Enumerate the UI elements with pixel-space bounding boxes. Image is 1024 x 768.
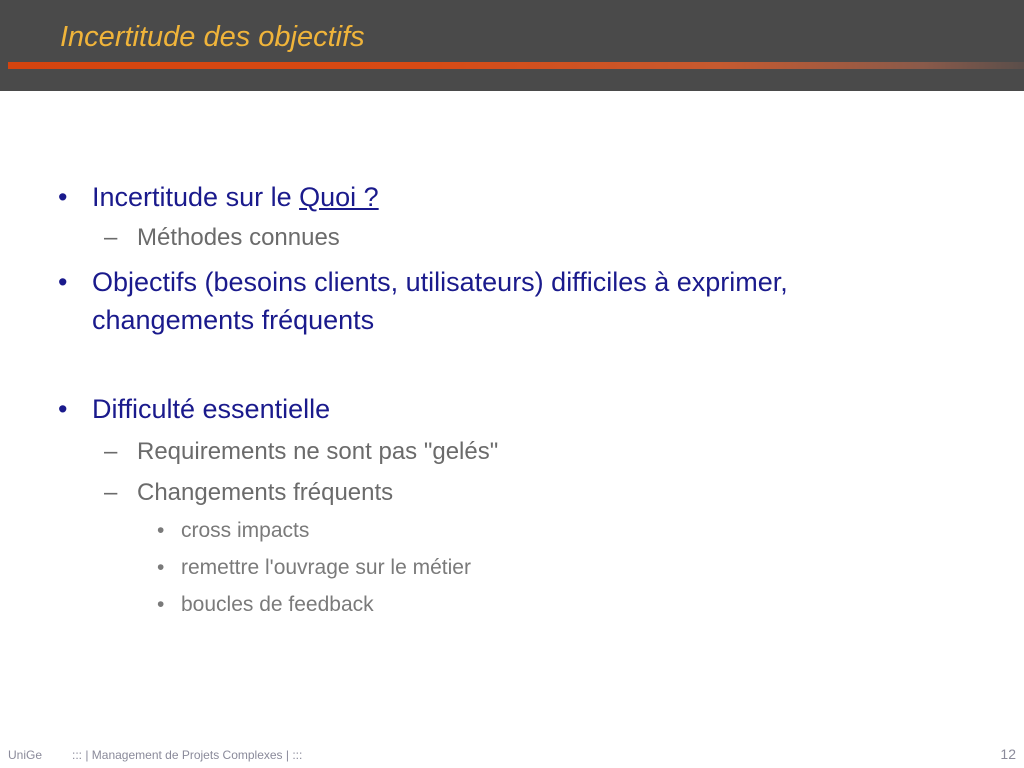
- bullet-text-line1: Objectifs (besoins clients, utilisateurs) difficiles à exprimer,: [92, 267, 788, 297]
- footer-course-title: ::: | Management de Projets Complexes | :::: [72, 748, 303, 762]
- bullet-icon: •: [58, 182, 68, 212]
- bullet-text: [92, 178, 379, 216]
- bullet-text-line2: changements fréquents: [92, 305, 375, 335]
- slide-title: Incertitude des objectifs: [60, 21, 365, 53]
- bullet-text: Difficulté essentielle: [92, 394, 331, 424]
- quoi-link[interactable]: Quoi ?: [299, 182, 379, 212]
- sub-sub-item-text: remettre l'ouvrage sur le métier: [181, 556, 471, 579]
- bullet-text-prefix: Incertitude sur le: [92, 182, 300, 212]
- bullet-icon: •: [58, 394, 68, 424]
- footer-institution: UniGe: [8, 748, 43, 762]
- bullet-icon: •: [157, 593, 165, 616]
- dash-icon: –: [104, 224, 118, 251]
- bullet-icon: •: [58, 267, 68, 297]
- sub-item-text: Méthodes connues: [137, 224, 340, 251]
- bullet-icon: •: [157, 556, 165, 579]
- sub-sub-item-text: cross impacts: [181, 519, 310, 542]
- page-number: 12: [1000, 746, 1016, 762]
- sub-item-text: Changements fréquents: [137, 479, 394, 506]
- slide-footer: [0, 744, 1024, 768]
- dash-icon: –: [104, 479, 118, 506]
- sub-sub-item-text: boucles de feedback: [181, 593, 374, 616]
- dash-icon: –: [104, 438, 118, 465]
- bullet-icon: •: [157, 519, 165, 542]
- sub-item-text: Requirements ne sont pas "gelés": [137, 438, 499, 465]
